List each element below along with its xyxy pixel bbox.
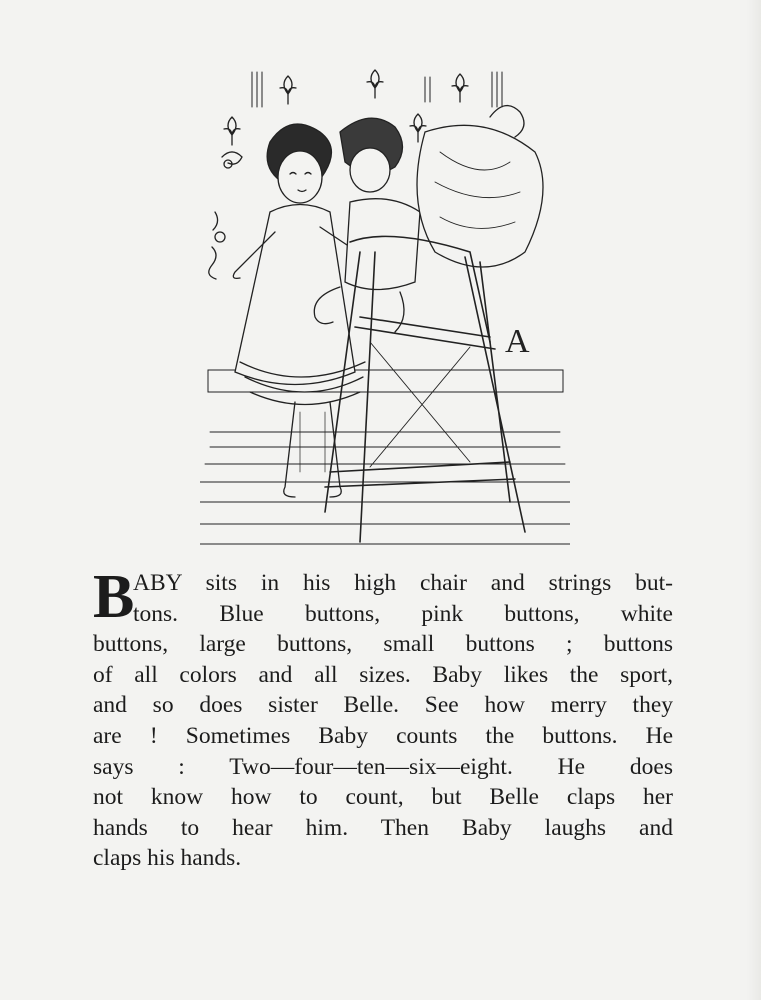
engraver-monogram: A [505,323,530,360]
drop-cap: B [93,563,135,631]
text-line: says : Two—four—ten—six—eight. He does [93,753,673,780]
engraving-illustration [200,62,570,552]
text-line: hands to hear him. Then Baby laughs and [93,814,673,841]
text-line: of all colors and all sizes. Baby likes the sport, [93,661,673,688]
story-text [93,563,673,874]
girl-figure [233,124,365,497]
text-line: ABY sits in his high chair and strings but- [133,570,673,596]
text-line: claps his hands. [93,845,242,872]
text-line: are ! Sometimes Baby counts the buttons. He [93,722,673,749]
text-line: not know how to count, but Belle claps her [93,784,673,811]
text-line: buttons, large buttons, small buttons ; buttons [93,631,673,658]
text-line: and so does sister Belle. See how merry they [93,692,673,719]
text-line: tons. Blue buttons, pink buttons, white [133,600,673,627]
page-edge-shadow [747,0,761,1000]
